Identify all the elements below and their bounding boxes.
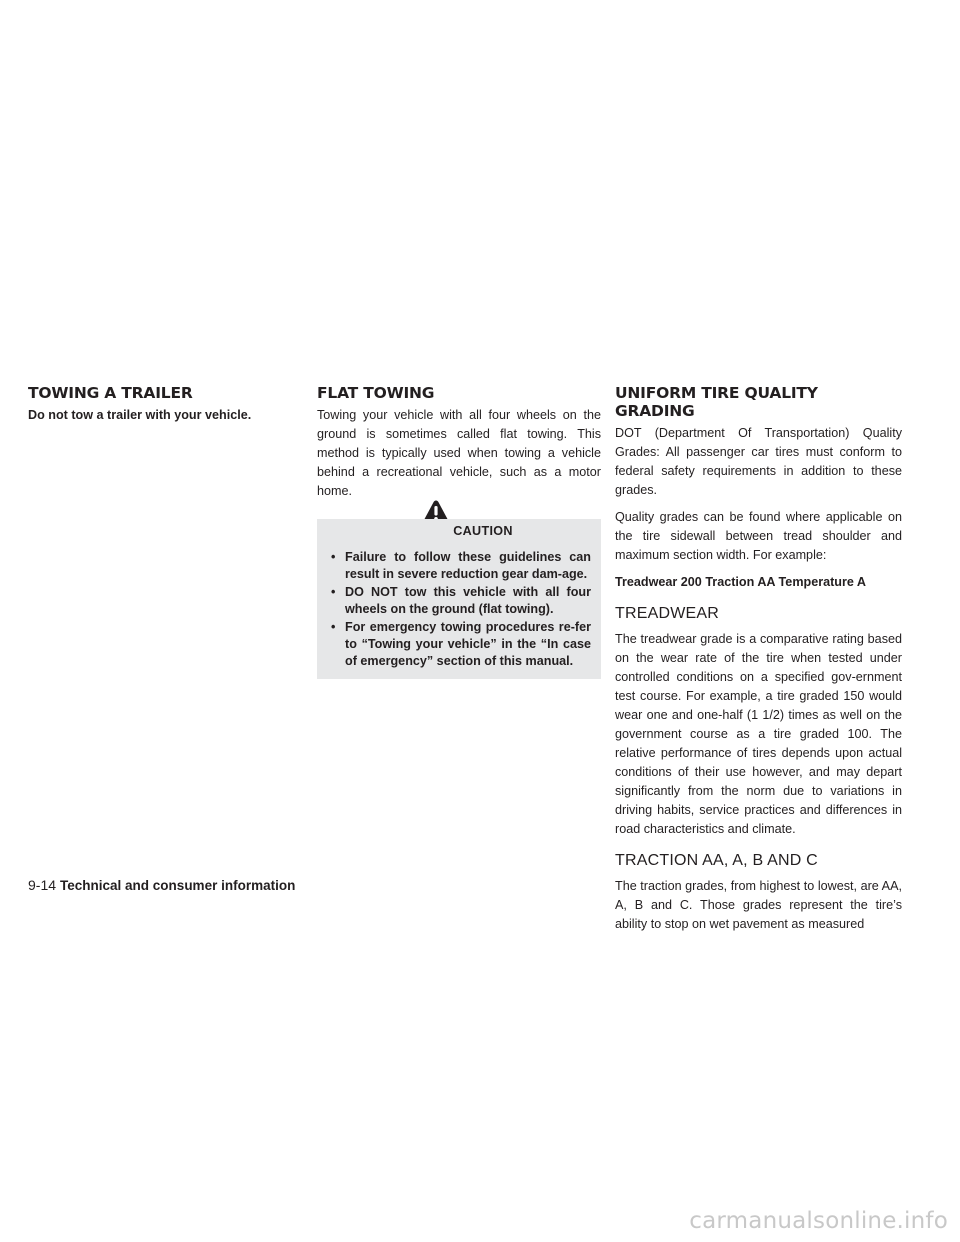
towing-trailer-text: Do not tow a trailer with your vehicle. (28, 408, 252, 422)
flat-towing-intro: Towing your vehicle with all four wheels on the ground is sometimes called flat towing. This method is typically used when towing a vehicle behind a recreational vehicle, such as a motor home. (317, 408, 601, 498)
section-title-flat-towing: FLAT TOWING (317, 384, 435, 402)
caution-list (317, 549, 601, 670)
traction-text: The traction grades, from highest to lowest, are AA, A, B and C. Those grades represent the tire’s ability to stop on wet pavement as measured (615, 879, 902, 931)
watermark: carmanualsonline.info (689, 1208, 948, 1234)
section-title-tire-quality: UNIFORM TIRE QUALITY GRADING (615, 384, 818, 420)
treadwear-text: The treadwear grade is a comparative rating based on the wear rate of the tire when tested under controlled conditions on a specified gov-ernment test course. For example, a tire graded 150 would wear one and one-half (1 1/2) times as well on the government course as a tire graded 100. The relative performance of tires depends upon actual conditions of their use however, and may depart significantly from the norm due to variations in driving habits, service practices and differences in road characteristics and climate. (615, 632, 902, 836)
page-number: 9-14 (28, 877, 57, 893)
caution-item: • Failure to follow these guidelines can result in severe reduction gear dam-age. (331, 550, 591, 581)
subtitle-treadwear: TREADWEAR (615, 605, 720, 622)
tire-quality-p2: Quality grades can be found where applicable on the tire sidewall between tread shoulder and maximum section width. For example: (615, 510, 902, 562)
page-footer (28, 876, 295, 895)
caution-item: • DO NOT tow this vehicle with all four wheels on the ground (flat towing). (331, 585, 591, 616)
column-towing-trailer (28, 384, 288, 424)
caution-icon-area (317, 507, 601, 519)
section-title-towing-trailer: TOWING A TRAILER (28, 384, 193, 402)
caution-item: • For emergency towing procedures re-fer to “Towing your vehicle” in the “In case of emergency” section of this manual. (331, 620, 591, 668)
caution-box (317, 507, 601, 679)
caution-label: CAUTION (453, 524, 513, 538)
column-tire-quality (615, 384, 902, 942)
column-flat-towing (317, 384, 601, 679)
tire-grade-example: Treadwear 200 Traction AA Temperature A (615, 575, 867, 589)
chapter-title: Technical and consumer information (60, 878, 296, 893)
subtitle-traction: TRACTION AA, A, B AND C (615, 852, 818, 869)
tire-quality-p1: DOT (Department Of Transportation) Quality Grades: All passenger car tires must conform to federal safety requirements in addition to these grades. (615, 426, 902, 497)
caution-header (317, 519, 601, 543)
